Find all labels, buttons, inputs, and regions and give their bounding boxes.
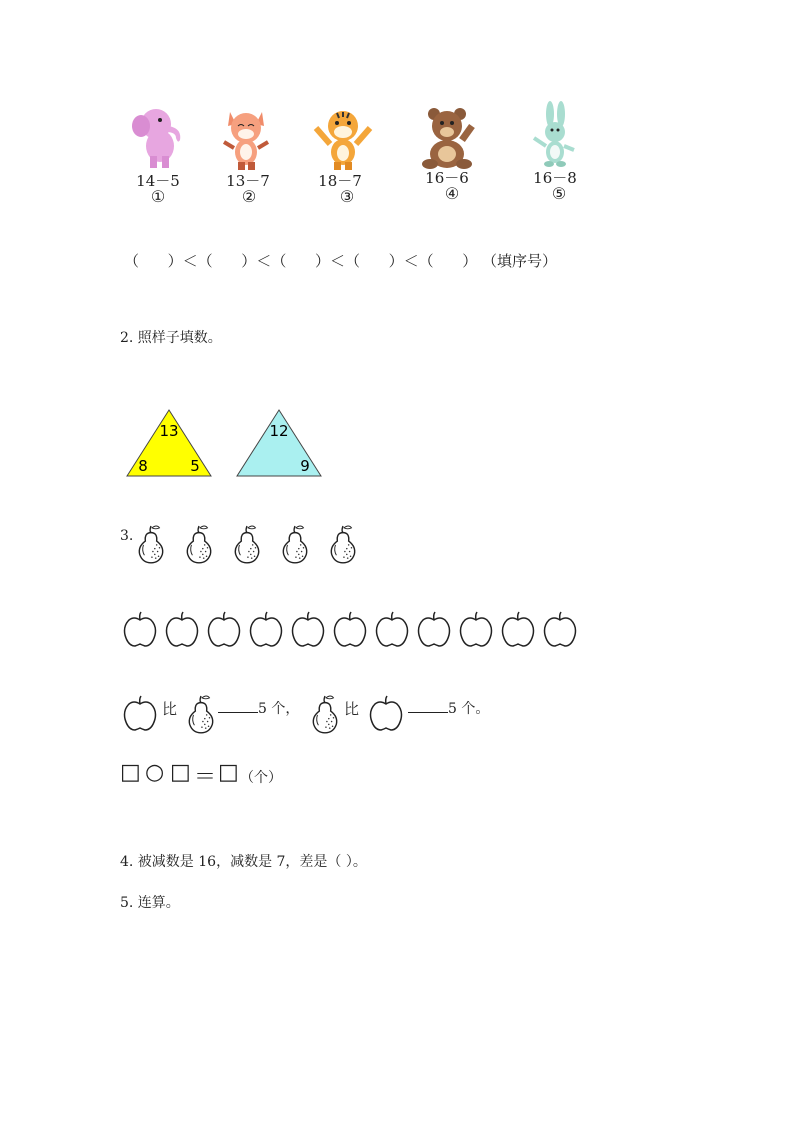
tri1-left: 8 <box>138 457 148 475</box>
pear-icon <box>308 692 342 734</box>
tiger-icon <box>312 104 374 170</box>
apple-icon <box>332 610 368 648</box>
equation-equals: ＝ <box>194 765 217 790</box>
equation-box-1[interactable]: □ <box>120 760 141 785</box>
expr-3: 18－7 <box>318 172 362 190</box>
expr-2: 13－7 <box>226 172 270 190</box>
elephant-icon <box>128 104 186 170</box>
rabbit-icon <box>530 100 580 168</box>
apple-icon <box>416 610 452 648</box>
apple-icon <box>206 610 242 648</box>
tri1-right: 5 <box>190 457 200 475</box>
pear-icon <box>278 522 312 564</box>
expr-4: 16－6 <box>425 169 469 187</box>
tri1-top: 13 <box>159 422 179 440</box>
apple-icon <box>290 610 326 648</box>
apple-icon <box>500 610 536 648</box>
order-line: （ ）＜（ ）＜（ ）＜（ ）＜（ ） （填序号） <box>124 252 558 270</box>
triangle-example <box>125 408 213 478</box>
apple-icon <box>122 694 158 732</box>
apple-icon <box>248 610 284 648</box>
q3-label: 3. <box>120 528 134 544</box>
expr-5: 16－8 <box>533 169 577 187</box>
compare2-blank[interactable] <box>408 712 448 713</box>
cat-icon <box>218 104 278 170</box>
apple-icon <box>164 610 200 648</box>
equation-box-2[interactable]: □ <box>170 760 191 785</box>
apple-icon <box>122 610 158 648</box>
compare1-blank[interactable] <box>218 712 258 713</box>
pear-icon <box>182 522 216 564</box>
index-5: ⑤ <box>551 184 567 203</box>
compare2-bi: 比 <box>344 700 360 718</box>
pear-icon <box>184 692 218 734</box>
tri2-right: 9 <box>300 457 310 475</box>
pear-icon <box>326 522 360 564</box>
apple-icon <box>374 610 410 648</box>
answer-blank-1[interactable]: （ ） <box>124 252 183 270</box>
answer-blank-5[interactable]: （ ） <box>418 252 478 270</box>
triangle-exercise[interactable] <box>235 408 323 478</box>
bear-icon <box>418 104 480 170</box>
answer-blank-4[interactable]: （ ） <box>344 252 404 270</box>
compare1-tail: 5 个， <box>258 701 300 717</box>
apple-icon <box>368 694 404 732</box>
compare1-bi: 比 <box>162 700 178 718</box>
equation-unit: （个） <box>240 770 282 786</box>
q5-title: 5. 连算。 <box>120 895 180 911</box>
equation-circle[interactable]: ○ <box>145 760 165 785</box>
compare2-tail: 5 个。 <box>448 701 490 717</box>
expr-1: 14－5 <box>136 172 180 190</box>
index-3: ③ <box>339 187 355 206</box>
answer-blank-3[interactable]: （ ） <box>271 252 330 270</box>
tri2-top: 12 <box>269 422 289 440</box>
index-4: ④ <box>444 184 460 203</box>
apple-icon <box>542 610 578 648</box>
q2-title: 2. 照样子填数。 <box>120 330 222 346</box>
pear-icon <box>230 522 264 564</box>
apple-icon <box>458 610 494 648</box>
index-2: ② <box>241 187 257 206</box>
index-1: ① <box>150 187 166 206</box>
equation-box-3[interactable]: □ <box>218 760 239 785</box>
answer-blank-2[interactable]: （ ） <box>197 252 257 270</box>
pear-icon <box>134 522 168 564</box>
note-fill-index: （填序号） <box>482 252 558 270</box>
q4-text: 4. 被减数是 16，减数是 7，差是（ ）。 <box>120 854 367 870</box>
